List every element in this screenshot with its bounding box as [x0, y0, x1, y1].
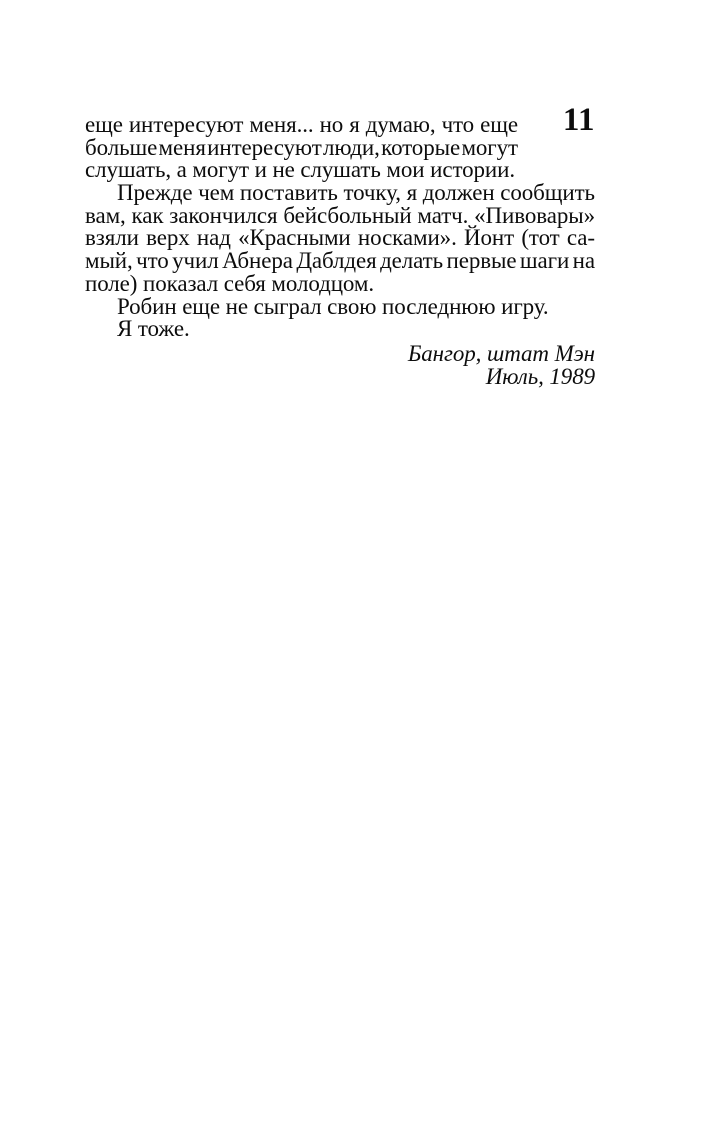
- word: мый,: [85, 248, 133, 274]
- word: закончился: [169, 202, 278, 228]
- word: взяли: [85, 225, 139, 251]
- word: первые: [446, 248, 517, 274]
- word: люди,: [323, 134, 380, 160]
- word: Йонт: [464, 225, 515, 251]
- signature-location: Бангор, штат Мэн: [407, 340, 595, 366]
- word: думаю,: [365, 112, 436, 137]
- word: как: [131, 202, 164, 228]
- signature-date: Июль, 1989: [485, 363, 595, 389]
- word: (тот: [521, 225, 560, 251]
- word: делать: [380, 248, 444, 274]
- text-line: Я тоже.: [117, 316, 190, 342]
- word: я: [406, 180, 418, 206]
- text-line: [85, 114, 518, 137]
- text-line: [85, 227, 595, 250]
- text-line: поле) показал себя молодцом.: [85, 270, 374, 296]
- text-line: [85, 202, 595, 228]
- word: сообщить: [500, 180, 595, 206]
- text-line: [85, 134, 518, 160]
- word: «Пивовары»: [474, 202, 595, 228]
- word: поставить: [239, 180, 338, 206]
- word: са-: [566, 225, 595, 251]
- word: Абнера: [222, 248, 293, 274]
- word: меня: [158, 134, 206, 160]
- word: меня...: [249, 112, 314, 137]
- word: бейсбольный: [283, 202, 412, 228]
- word: носками».: [357, 225, 457, 251]
- body-text: [85, 114, 595, 341]
- text-line: Робин еще не сыграл свою последнюю игру.: [117, 293, 549, 319]
- word: вам,: [85, 202, 126, 228]
- word: чем: [198, 180, 235, 206]
- text-line: слушать, а могут и не слушать мои истории.: [85, 157, 515, 183]
- word: которые: [381, 134, 461, 160]
- word: должен: [422, 180, 495, 206]
- word: матч.: [417, 202, 469, 228]
- word: Прежде: [117, 180, 193, 206]
- word: еще: [480, 112, 518, 137]
- word: я: [349, 112, 360, 137]
- word: интересуют: [207, 134, 322, 160]
- word: могут: [461, 134, 518, 160]
- word: «Красными: [238, 225, 351, 251]
- page-number: 11: [562, 102, 595, 138]
- word: еще: [85, 112, 123, 137]
- word: Даблдея: [296, 248, 377, 274]
- word: учил: [172, 248, 219, 274]
- signature-block: [85, 340, 595, 389]
- word: интересуют: [128, 112, 244, 137]
- text-line: [85, 182, 595, 205]
- word: но: [319, 112, 344, 137]
- word: точку,: [343, 180, 401, 206]
- word: над: [196, 225, 231, 251]
- word: верх: [146, 225, 190, 251]
- text-line: [85, 250, 595, 273]
- word: что: [441, 112, 475, 137]
- word: на: [572, 248, 595, 274]
- word: больше: [85, 134, 158, 160]
- word: что: [136, 248, 169, 274]
- text-block: [85, 114, 595, 388]
- word: шаги: [519, 248, 570, 274]
